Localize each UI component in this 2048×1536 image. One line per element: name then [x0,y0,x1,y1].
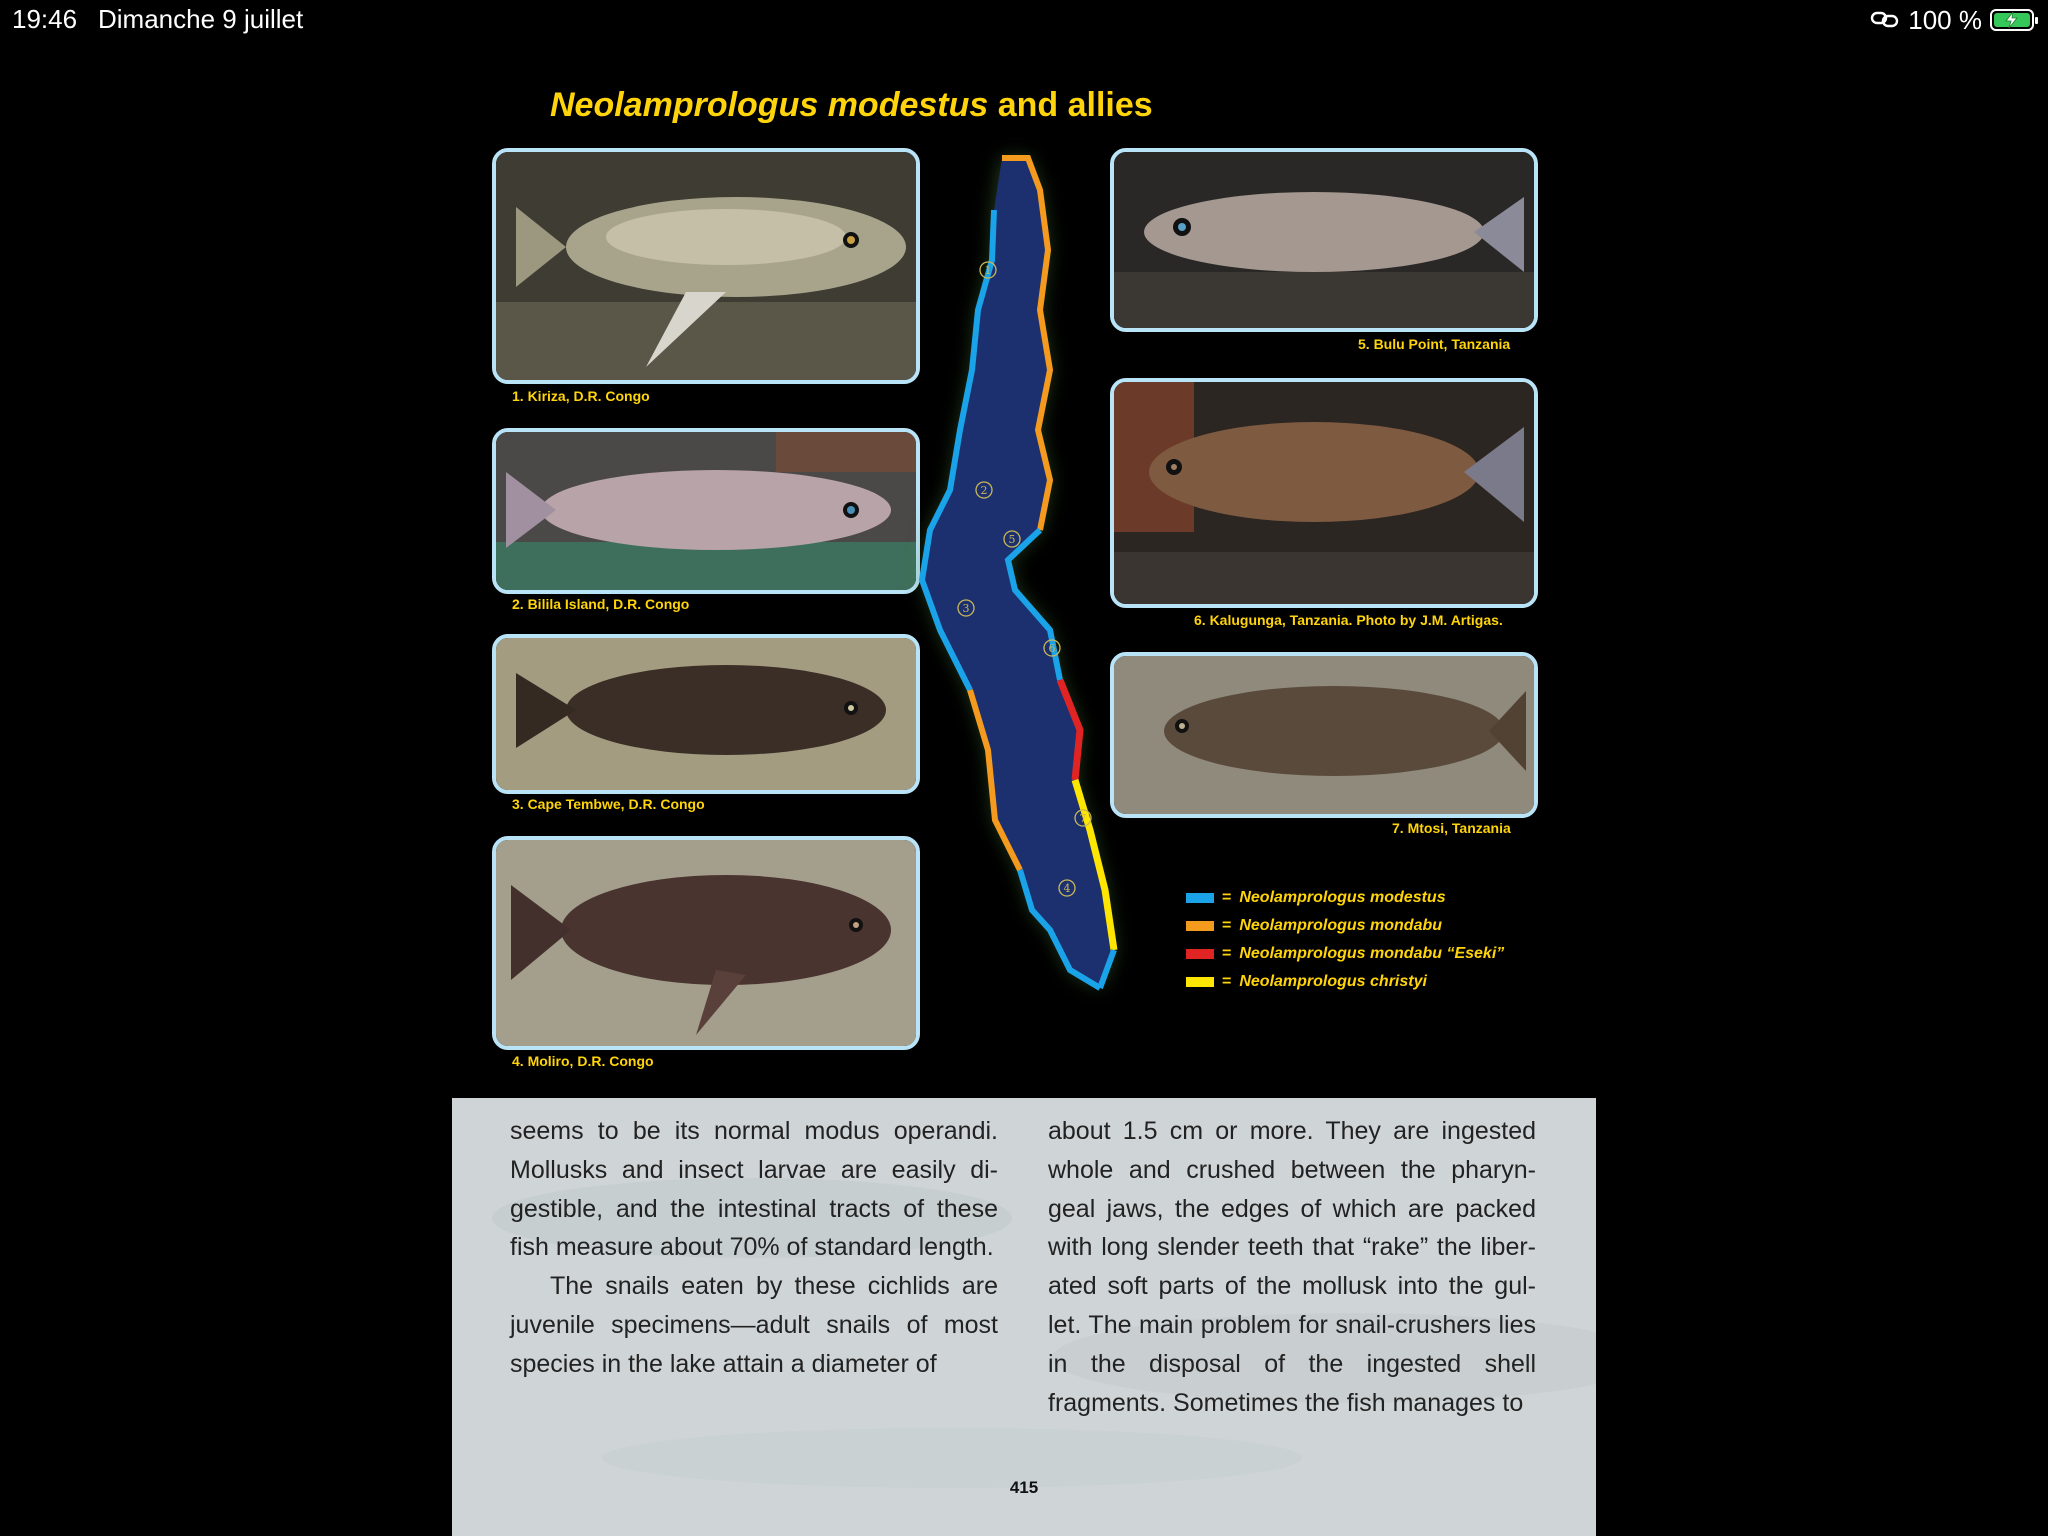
caption-7: 7. Mtosi, Tanzania [1392,820,1511,836]
legend-label: Neolamprologus mondabu [1239,917,1443,934]
fish-photo-2[interactable] [492,428,920,594]
fish-photo-6[interactable] [1110,378,1538,608]
text-column-right [1048,1112,1536,1422]
marker-5: 5 [1008,533,1016,546]
battery-percent: 100 % [1908,4,1982,35]
fish-photo-7[interactable] [1110,652,1538,818]
legend-swatch [1186,893,1214,903]
caption-5: 5. Bulu Point, Tanzania [1358,336,1511,352]
caption-3: 3. Cape Tembwe, D.R. Congo [512,796,705,812]
page-title [550,86,1153,125]
fish-photo-5[interactable] [1110,148,1538,332]
status-bar [0,0,2048,40]
text-column-left [510,1112,998,1384]
legend-item: = Neolamprologus mondabu [1186,912,1504,940]
title-rest: and allies [988,86,1153,124]
marker-7: 7 [1079,812,1087,825]
status-right [1870,4,2034,36]
legend-swatch [1186,977,1214,987]
paragraph: The snails eaten by these cichlids are juvenile specimens—adult snails of most species in the lake attain a diameter of [510,1272,998,1378]
legend-swatch [1186,949,1214,959]
legend-label: Neolamprologus mondabu “Eseki” [1239,945,1505,962]
paragraph: about 1.5 cm or more. They are ingested whole and crushed between the pharyn-geal jaws, the edges of which are packed with long slender teeth that “rake” the liber-ated soft parts of the mollusk into the gul-let. The main problem for snail-crushers lies in the disposal of the ingested shell fragments. Sometimes the fish manages to [1048,1117,1536,1417]
legend-item: = Neolamprologus christyi [1186,968,1504,996]
marker-1: 1 [984,264,992,277]
legend-swatch [1186,921,1214,931]
map-legend [1186,884,1504,996]
title-species: Neolamprologus modestus [550,86,989,124]
caption-4: 4. Moliro, D.R. Congo [512,1053,654,1069]
marker-3: 3 [962,602,970,615]
book-text-section [452,1098,1596,1536]
marker-6: 6 [1048,642,1056,655]
caption-1: 1. Kiriza, D.R. Congo [512,388,650,404]
legend-item: = Neolamprologus modestus [1186,884,1504,912]
fish-photo-4[interactable] [492,836,920,1050]
fish-photo-3[interactable] [492,634,920,794]
legend-label: Neolamprologus christyi [1239,973,1427,990]
marker-4: 4 [1063,882,1071,895]
caption-6: 6. Kalugunga, Tanzania. Photo by J.M. Artigas. [1194,612,1503,628]
marker-2: 2 [980,484,988,497]
link-icon [1870,5,1900,36]
page-number: 415 [1009,1478,1039,1497]
battery-icon [1990,9,2034,31]
paragraph: seems to be its normal modus operandi. Mollusks and insect larvae are easily di-gestible, and the intestinal tracts of these fish measure about 70% of standard length. [510,1117,998,1262]
fish-photo-1[interactable] [492,148,920,384]
legend-label: Neolamprologus modestus [1239,889,1446,906]
caption-2: 2. Bilila Island, D.R. Congo [512,596,690,612]
status-time: 19:46 [12,4,78,34]
lake-map [900,130,1160,1020]
legend-item: = Neolamprologus mondabu “Eseki” [1186,940,1504,968]
status-date: Dimanche 9 juillet [98,4,304,34]
